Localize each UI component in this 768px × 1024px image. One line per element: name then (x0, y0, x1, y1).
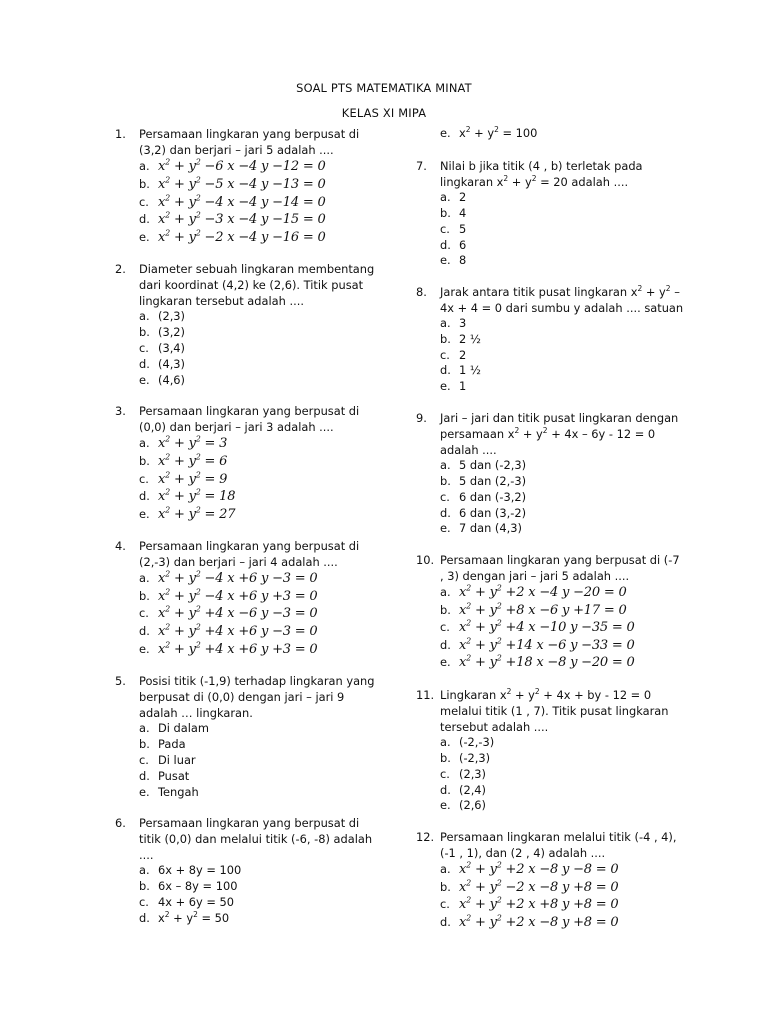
option-text: $x^2 + y^2 -2$ x −4 y −16 = 0 (158, 228, 326, 245)
option-letter: c. (440, 620, 450, 635)
option-text: $x^2 + y^2 -4$ x +6 y −3 = 0 (158, 569, 318, 587)
option-text: Pusat (158, 768, 190, 783)
answer-option (139, 453, 375, 471)
question-stem: Persamaan lingkaran yang berpusat di (0,0) dan berjari – jari 3 adalah .... (139, 403, 360, 435)
answer-option (440, 253, 686, 269)
option-letter: e. (139, 784, 150, 799)
answer-option (440, 190, 686, 206)
option-text: 1 (459, 379, 467, 394)
option-letter: c. (139, 471, 149, 486)
option-letter: b. (440, 331, 451, 346)
answer-option (440, 490, 686, 506)
answer-option (139, 570, 375, 588)
answer-option (139, 737, 375, 753)
option-letter: a. (440, 458, 451, 473)
question-number: 8. (416, 284, 427, 299)
option-letter: c. (139, 194, 149, 209)
option-letter: c. (139, 606, 149, 621)
answer-option (440, 798, 686, 814)
option-letter: c. (440, 221, 450, 236)
answer-option (139, 721, 375, 737)
option-text: (2,3) (459, 766, 487, 781)
option-text: (4,3) (158, 356, 186, 371)
option-text: (3,2) (158, 325, 186, 340)
option-letter: b. (440, 602, 451, 617)
answer-option (139, 373, 375, 389)
question-stem: Persamaan lingkaran melalui titik (-4 , 4), (-1 , 1), dan (2 , 4) adalah .... (440, 829, 677, 860)
option-text: $x^2 + y^2 = 6$ (158, 452, 228, 469)
answer-option (440, 751, 686, 767)
option-letter: d. (440, 505, 451, 520)
answer-option (139, 158, 375, 176)
option-letter: d. (139, 356, 150, 371)
option-letter: c. (139, 341, 149, 356)
option-letter: d. (440, 363, 451, 378)
answer-option (139, 879, 375, 895)
answer-option (440, 126, 686, 142)
question-stem: Persamaan lingkaran yang berpusat di (-7 , 3) dengan jari – jari 5 adalah .... (440, 552, 680, 583)
option-text: 5 dan (2,-3) (459, 473, 527, 488)
option-text: $x^2 + y^2 -4$ x −4 y −14 = 0 (158, 193, 326, 210)
question-6 (115, 815, 375, 927)
option-letter: a. (440, 190, 451, 205)
answer-option (440, 735, 686, 751)
option-text: 2 ½ (459, 331, 481, 346)
option-letter: c. (440, 897, 450, 912)
answer-option (139, 471, 375, 489)
option-text: $x^2 + y^2 -6$ x −4 y −12 = 0 (158, 158, 326, 175)
option-text: (-2,3) (459, 750, 491, 765)
option-text: $x^2 + y^2 +2$ x −4 y −20 = 0 (459, 583, 627, 601)
question-stem: Posisi titik (-1,9) terhadap lingkaran yang berpusat di (0,0) dengan jari – jari 9 adalah … lingkaran. (139, 673, 375, 721)
option-letter: c. (440, 347, 450, 362)
option-letter: e. (440, 798, 451, 813)
answer-option (440, 619, 686, 637)
option-letter: d. (440, 782, 451, 797)
option-letter: e. (139, 229, 150, 244)
question-number: 7. (416, 158, 427, 173)
option-text: (4,6) (158, 372, 186, 387)
question-4 (115, 538, 375, 658)
option-text: Pada (158, 737, 186, 752)
option-letter: a. (139, 159, 150, 174)
answer-option (440, 654, 686, 672)
answer-option (139, 641, 375, 659)
answer-option (139, 588, 375, 606)
option-letter: a. (440, 585, 451, 600)
answer-option (139, 357, 375, 373)
option-text: $x^2 + y^2 -5$ x −4 y −13 = 0 (158, 175, 326, 192)
option-letter: e. (139, 641, 150, 656)
option-text: $x^2 + y^2 = 9$ (158, 470, 228, 487)
document-subtitle: KELAS XI MIPA (341, 106, 427, 120)
option-text: $x^2 + y^2 +4$ x −6 y −3 = 0 (158, 605, 318, 622)
option-text: 2 (459, 347, 467, 362)
option-text: $x^2 + y^2 +2$ x +8 y +8 = 0 (459, 895, 619, 913)
question-12 (416, 829, 686, 932)
option-text: 6 (459, 237, 467, 252)
answer-option (440, 584, 686, 602)
option-text: 4x + 6y = 50 (158, 895, 235, 910)
answer-option (440, 506, 686, 522)
answer-option (139, 605, 375, 623)
answer-option (440, 379, 686, 395)
answer-option (440, 637, 686, 655)
question-number: 11. (416, 687, 435, 702)
answer-option (440, 783, 686, 799)
option-text: (3,4) (158, 341, 186, 356)
option-text: $x^2 + y^2 +8$ x −6 y +17 = 0 (459, 601, 627, 618)
question-stem: Jarak antara titik pusat lingkaran $x^2 + y^2 - 4x + 4 = 0$ dari sumbu y adalah .... satuan (440, 283, 684, 315)
question-7 (416, 158, 686, 269)
option-letter: a. (139, 309, 150, 324)
answer-option (139, 488, 375, 506)
option-letter: b. (139, 737, 150, 752)
option-letter: d. (139, 910, 150, 925)
question-number: 10. (416, 552, 435, 567)
option-letter: d. (139, 489, 150, 504)
answer-option (440, 602, 686, 620)
option-text: 6 dan (3,-2) (459, 505, 527, 520)
option-letter: a. (139, 721, 150, 736)
answer-option (440, 222, 686, 238)
option-text: 4 (459, 206, 467, 220)
question-3 (115, 403, 375, 523)
question-number: 2. (115, 261, 126, 276)
option-text: 5 dan (-2,3) (459, 458, 527, 473)
option-text: Di luar (158, 752, 196, 767)
question-stem: Nilai b jika titik (4 , b) terletak pada lingkaran $x^2 + y^2 = 20$ adalah .... (440, 158, 643, 189)
option-letter: d. (139, 212, 150, 227)
left-column (115, 126, 375, 941)
question-stem: Persamaan lingkaran yang berpusat di (2,-3) dan berjari – jari 4 adalah .... (139, 538, 360, 570)
option-letter: b. (139, 879, 150, 894)
option-letter: d. (139, 624, 150, 639)
answer-option (440, 879, 686, 897)
answer-option (440, 316, 686, 332)
answer-option (139, 753, 375, 769)
option-text: $x^2 + y^2 -3$ x −4 y −15 = 0 (158, 210, 326, 228)
answer-option (139, 229, 375, 247)
question-1 (115, 126, 375, 246)
option-letter: c. (440, 489, 450, 504)
answer-option (139, 176, 375, 194)
question-stem: Jari – jari dan titik pusat lingkaran dengan persamaan $x^2 + y^2 + 4x - 6y - 12 = 0$ adalah .... (440, 410, 679, 457)
option-letter: e. (440, 379, 451, 394)
answer-option (440, 914, 686, 932)
option-letter: b. (440, 879, 451, 894)
option-letter: d. (139, 768, 150, 783)
option-letter: e. (440, 655, 451, 670)
answer-option (440, 238, 686, 254)
question-number: 5. (115, 673, 126, 688)
answer-option (139, 211, 375, 229)
question-2 (115, 261, 375, 389)
option-text: 2 (459, 190, 467, 205)
option-letter: a. (440, 735, 451, 750)
option-text: $x^2 + y^2 +4$ x −10 y −35 = 0 (459, 618, 635, 636)
option-text: $x^2 + y^2 = 100$ (459, 125, 538, 140)
question-stem: Persamaan lingkaran yang berpusat di (3,2) dan berjari – jari 5 adalah .... (139, 127, 360, 158)
answer-option (139, 911, 375, 927)
answer-option (440, 521, 686, 537)
question-stem: Diameter sebuah lingkaran membentang dari koordinat (4,2) ke (2,6). Titik pusat lingkaran tersebut adalah .... (139, 261, 375, 309)
option-text: 6 dan (-3,2) (459, 489, 527, 504)
answer-option (139, 623, 375, 641)
option-letter: b. (139, 325, 150, 340)
answer-option (139, 194, 375, 212)
answer-option (139, 785, 375, 801)
answer-option (139, 435, 375, 453)
option-text: $x^2 + y^2 = 27$ (158, 505, 236, 522)
answer-option (139, 769, 375, 785)
answer-option (440, 474, 686, 490)
option-text: 8 (459, 253, 467, 268)
option-text: $x^2 + y^2 = 3$ (158, 435, 228, 452)
answer-option (139, 341, 375, 357)
option-letter: a. (440, 316, 451, 331)
answer-option (440, 896, 686, 914)
answer-option (440, 458, 686, 474)
answer-option (139, 325, 375, 341)
question-number: 4. (115, 538, 126, 553)
question-stem: Persamaan lingkaran yang berpusat di titik (0,0) dan melalui titik (-6, -8) adalah .... (139, 815, 373, 863)
question-number: 1. (115, 127, 126, 141)
question-5 (115, 673, 375, 801)
option-letter: a. (139, 436, 150, 451)
right-column (416, 126, 686, 946)
option-text: $x^2 + y^2 +4$ x +6 y −3 = 0 (158, 622, 318, 640)
option-text: $x^2 + y^2 +18$ x −8 y −20 = 0 (459, 654, 635, 671)
question-stem: Lingkaran $x^2 + y^2 + 4x$ + by - 12 = 0 melalui titik (1 , 7). Titik pusat lingkaran tersebut adalah .... (440, 686, 669, 734)
option-text: $x^2 + y^2 +14$ x −6 y −33 = 0 (459, 636, 635, 653)
option-letter: b. (440, 473, 451, 488)
option-text: 6x – 8y = 100 (158, 879, 238, 894)
question-8 (416, 284, 686, 395)
option-text: $x^2 + y^2 = 18$ (158, 487, 236, 505)
document-title: SOAL PTS MATEMATIKA MINAT (296, 81, 472, 95)
option-letter: b. (139, 588, 150, 603)
answer-option (440, 348, 686, 364)
option-letter: b. (139, 453, 150, 468)
option-text: 1 ½ (459, 363, 481, 378)
option-letter: e. (139, 372, 150, 387)
option-text: $x^2 + y^2 +2$ x −8 y +8 = 0 (459, 913, 619, 930)
answer-option (139, 863, 375, 879)
option-text: (2,4) (459, 782, 487, 797)
option-letter: e. (440, 126, 451, 140)
option-text: 6x + 8y = 100 (158, 863, 242, 878)
answer-option (440, 332, 686, 348)
option-letter: a. (139, 863, 150, 878)
option-letter: c. (139, 752, 149, 767)
question-10 (416, 552, 686, 672)
option-letter: d. (440, 637, 451, 652)
option-text: (2,3) (158, 309, 186, 324)
option-letter: e. (440, 253, 451, 268)
option-letter: b. (139, 177, 150, 191)
answer-option (440, 206, 686, 222)
answer-option (440, 861, 686, 879)
option-text: $x^2 + y^2 -4$ x +6 y +3 = 0 (158, 587, 318, 604)
option-text: 3 (459, 316, 467, 331)
option-letter: c. (139, 895, 149, 910)
option-letter: d. (440, 237, 451, 252)
option-letter: e. (440, 521, 451, 536)
option-text: (-2,-3) (459, 735, 495, 750)
question-11 (416, 687, 686, 815)
answer-option (440, 363, 686, 379)
option-letter: b. (440, 750, 451, 765)
option-text: $x^2 + y^2 +4$ x +6 y +3 = 0 (158, 640, 318, 657)
option-letter: b. (440, 206, 451, 220)
option-text: $x^2 + y^2 +2$ x −8 y −8 = 0 (459, 860, 619, 878)
question-6-continuation (416, 126, 686, 142)
question-9 (416, 410, 686, 538)
option-letter: a. (440, 862, 451, 877)
option-text: Tengah (158, 784, 199, 799)
option-text: $x^2 + y^2 = 50$ (158, 910, 230, 925)
question-number: 12. (416, 829, 435, 844)
answer-option (139, 506, 375, 524)
option-letter: a. (139, 571, 150, 586)
question-number: 3. (115, 403, 126, 418)
option-text: (2,6) (459, 798, 487, 813)
option-text: 7 dan (4,3) (459, 521, 522, 536)
answer-option (139, 309, 375, 325)
option-letter: c. (440, 766, 450, 781)
option-text: $x^2 + y^2 -2$ x −8 y +8 = 0 (459, 878, 619, 895)
question-number: 6. (115, 815, 126, 830)
option-letter: d. (440, 914, 451, 929)
question-number: 9. (416, 410, 427, 425)
option-text: 5 (459, 221, 467, 236)
answer-option (440, 767, 686, 783)
answer-option (139, 895, 375, 911)
option-text: Di dalam (158, 721, 210, 736)
option-letter: e. (139, 506, 150, 521)
